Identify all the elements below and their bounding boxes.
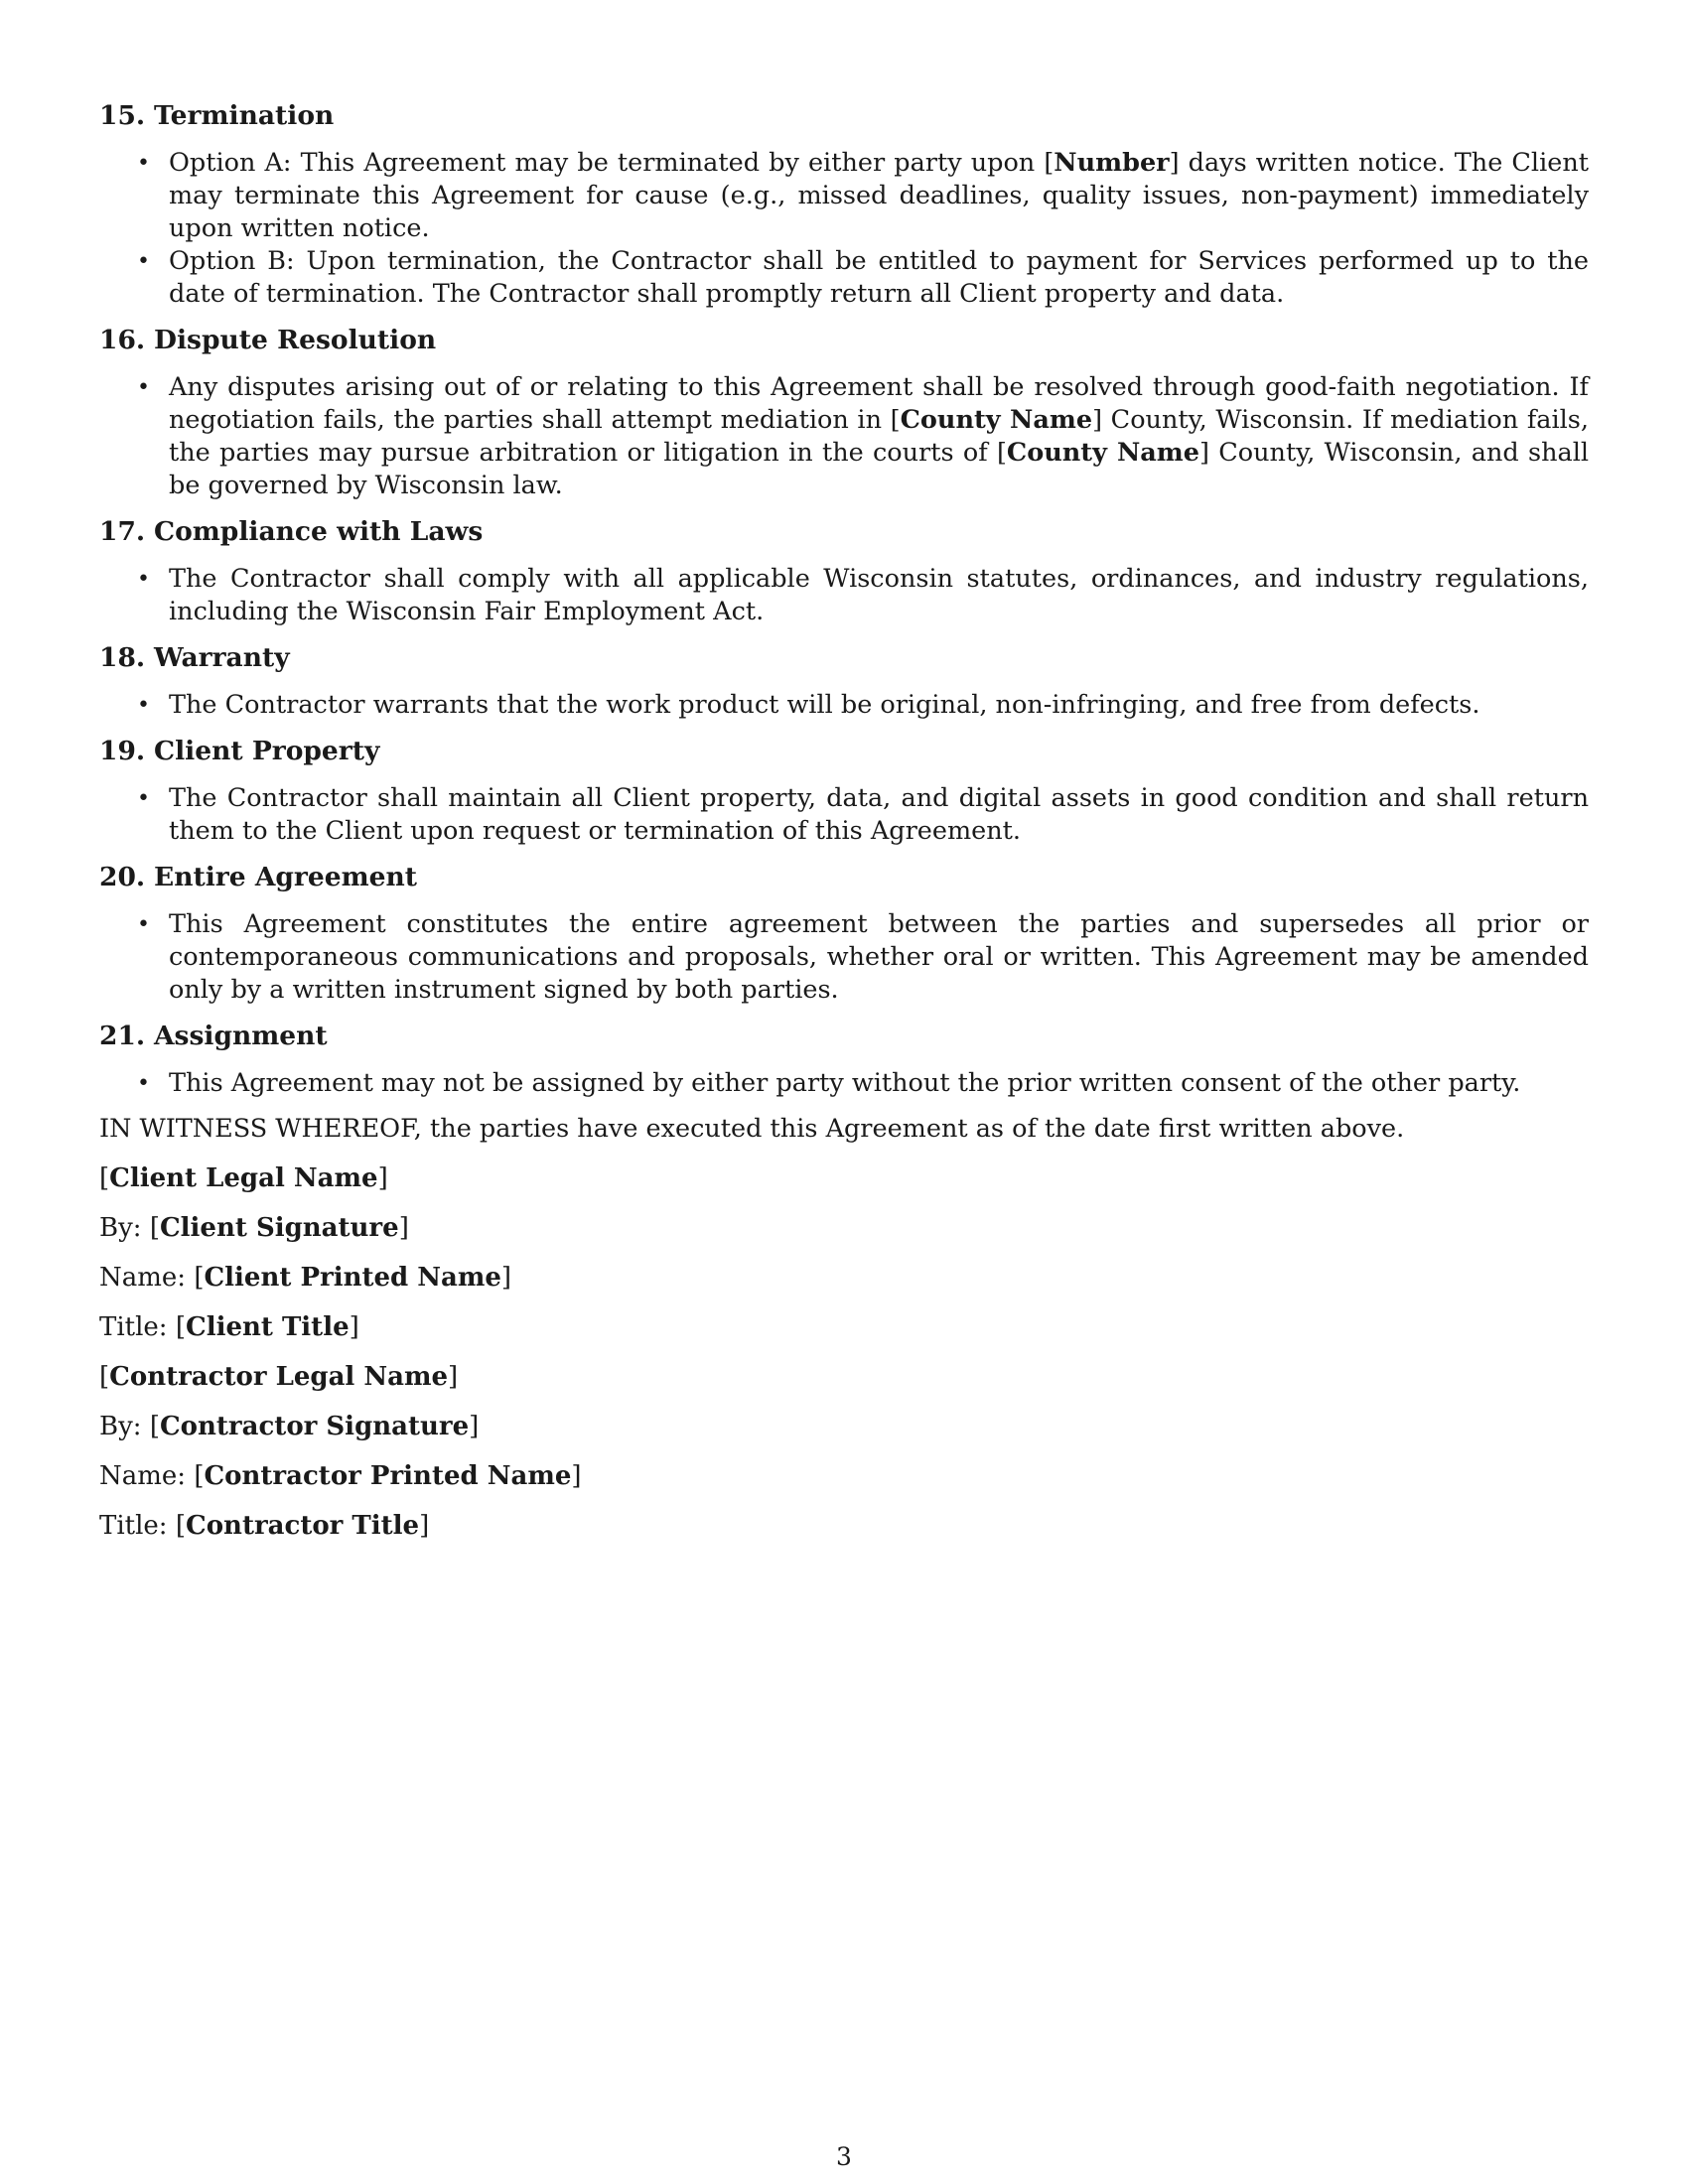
- signature-line: [99, 1361, 1589, 1394]
- text-run: ]: [1199, 438, 1209, 468]
- section-number: 20.: [99, 862, 146, 892]
- bullet-list: [99, 371, 1589, 502]
- bullet-icon: •: [137, 786, 150, 811]
- bullet-icon: •: [137, 151, 150, 176]
- section: [99, 861, 1589, 1007]
- section-heading: [99, 99, 1589, 133]
- text-run: ]: [448, 1362, 459, 1392]
- bullet-list: [99, 689, 1589, 722]
- text-run: ]: [571, 1461, 582, 1491]
- text-run: Option A: This Agreement may be terminated by either party upon: [169, 148, 1045, 178]
- list-item: [99, 782, 1589, 848]
- list-item: [99, 371, 1589, 502]
- text-run: [: [996, 438, 1007, 468]
- bullet-list: [99, 782, 1589, 848]
- section-title: Termination: [154, 100, 335, 131]
- text-run: Any disputes arising out of or relating to this Agreement shall be resolved through good-faith negotiation. If negotiation fails, the parties shall attempt mediation in: [169, 372, 1589, 435]
- bullet-icon: •: [137, 693, 150, 718]
- text-run: ]: [398, 1213, 409, 1243]
- placeholder-text: Contractor Printed Name: [204, 1461, 572, 1491]
- text-run: ]: [419, 1511, 430, 1541]
- section-title: Compliance with Laws: [154, 516, 484, 547]
- text-run: [: [149, 1213, 160, 1243]
- signature-line: [99, 1460, 1589, 1493]
- text-run: ]: [1169, 148, 1180, 178]
- placeholder-text: Client Title: [186, 1312, 350, 1342]
- text-run: By:: [99, 1213, 150, 1243]
- text-run: [: [890, 405, 901, 435]
- list-item: [99, 245, 1589, 311]
- sections-container: [99, 99, 1589, 1100]
- list-item: [99, 1067, 1589, 1100]
- bullet-list: [99, 1067, 1589, 1100]
- signature-line: [99, 1262, 1589, 1295]
- placeholder-text: Contractor Legal Name: [109, 1362, 449, 1392]
- section-heading: [99, 641, 1589, 675]
- placeholder-text: Client Legal Name: [109, 1163, 378, 1193]
- section-title: Dispute Resolution: [154, 325, 437, 355]
- bullet-icon: •: [137, 567, 150, 592]
- section-number: 16.: [99, 325, 146, 355]
- section: [99, 99, 1589, 311]
- signature-block: [99, 1162, 1589, 1543]
- text-run: [: [175, 1312, 186, 1342]
- bullet-list: [99, 563, 1589, 628]
- placeholder-text: Client Signature: [159, 1213, 399, 1243]
- text-run: ]: [500, 1263, 512, 1293]
- bullet-icon: •: [137, 1071, 150, 1096]
- section-number: 21.: [99, 1021, 146, 1051]
- section-number: 15.: [99, 100, 146, 131]
- bullet-icon: •: [137, 912, 150, 937]
- section: [99, 641, 1589, 722]
- text-run: Name:: [99, 1263, 195, 1293]
- signature-line: [99, 1510, 1589, 1543]
- list-item: [99, 147, 1589, 245]
- placeholder-text: County Name: [1006, 438, 1199, 468]
- placeholder-text: Number: [1054, 148, 1170, 178]
- section-title: Entire Agreement: [154, 862, 417, 892]
- section: [99, 735, 1589, 848]
- text-run: The Contractor shall maintain all Client property, data, and digital assets in good condition and shall return them to the Client upon request or termination of this Agreement.: [169, 783, 1589, 846]
- section-title: Assignment: [154, 1021, 328, 1051]
- text-run: days written notice. The Client may terminate this Agreement for cause (e.g., missed deadlines, quality issues, non-payment) immediately upon written notice.: [169, 148, 1589, 243]
- bullet-icon: •: [137, 375, 150, 400]
- text-run: ]: [1092, 405, 1103, 435]
- text-run: This Agreement constitutes the entire agreement between the parties and supersedes all prior or contemporaneous communications and proposals, whether oral or written. This Agreement may be amended only by a written instrument signed by both parties.: [169, 909, 1589, 1005]
- text-run: [: [149, 1412, 160, 1441]
- section-number: 19.: [99, 736, 146, 766]
- page-number: 3: [836, 2142, 852, 2171]
- signature-line: [99, 1411, 1589, 1443]
- text-run: [: [99, 1163, 110, 1193]
- section-heading: [99, 515, 1589, 549]
- section-number: 17.: [99, 516, 146, 547]
- signature-line: [99, 1212, 1589, 1245]
- bullet-icon: •: [137, 249, 150, 274]
- text-run: ]: [349, 1312, 359, 1342]
- section-title: Client Property: [154, 736, 380, 766]
- placeholder-text: Contractor Signature: [159, 1412, 470, 1441]
- text-run: The Contractor warrants that the work product will be original, non-infringing, and free from defects.: [169, 690, 1480, 720]
- text-run: [: [1044, 148, 1055, 178]
- witness-clause: IN WITNESS WHEREOF, the parties have executed this Agreement as of the date first written above.: [99, 1114, 1405, 1144]
- text-run: ]: [377, 1163, 388, 1193]
- section-heading: [99, 735, 1589, 768]
- placeholder-text: County Name: [900, 405, 1093, 435]
- section-heading: [99, 324, 1589, 357]
- text-run: [: [175, 1511, 186, 1541]
- signature-line: [99, 1162, 1589, 1195]
- text-run: County, Wisconsin. If mediation fails, the parties may pursue arbitration or litigation in the courts of: [169, 405, 1589, 468]
- section: [99, 1020, 1589, 1100]
- signature-line: [99, 1311, 1589, 1344]
- text-run: By:: [99, 1412, 150, 1441]
- list-item: [99, 908, 1589, 1007]
- text-run: [: [194, 1461, 205, 1491]
- text-run: [: [194, 1263, 205, 1293]
- section-heading: [99, 1020, 1589, 1053]
- text-run: Title:: [99, 1511, 176, 1541]
- text-run: [: [99, 1362, 110, 1392]
- placeholder-text: Contractor Title: [186, 1511, 420, 1541]
- text-run: The Contractor shall comply with all applicable Wisconsin statutes, ordinances, and industry regulations, including the Wisconsin Fair Employment Act.: [169, 564, 1589, 626]
- list-item: [99, 563, 1589, 628]
- section-title: Warranty: [154, 642, 290, 673]
- text-run: Name:: [99, 1461, 195, 1491]
- text-run: County, Wisconsin, and shall be governed by Wisconsin law.: [169, 438, 1590, 500]
- section: [99, 515, 1589, 628]
- section: [99, 324, 1589, 502]
- list-item: [99, 689, 1589, 722]
- text-run: Title:: [99, 1312, 176, 1342]
- text-run: ]: [469, 1412, 480, 1441]
- document-page: [99, 99, 1589, 1560]
- bullet-list: [99, 147, 1589, 311]
- text-run: This Agreement may not be assigned by either party without the prior written consent of the other party.: [169, 1068, 1521, 1098]
- placeholder-text: Client Printed Name: [204, 1263, 501, 1293]
- section-heading: [99, 861, 1589, 894]
- bullet-list: [99, 908, 1589, 1007]
- section-number: 18.: [99, 642, 146, 673]
- text-run: Option B: Upon termination, the Contractor shall be entitled to payment for Services performed up to the date of termination. The Contractor shall promptly return all Client property and data.: [169, 246, 1589, 309]
